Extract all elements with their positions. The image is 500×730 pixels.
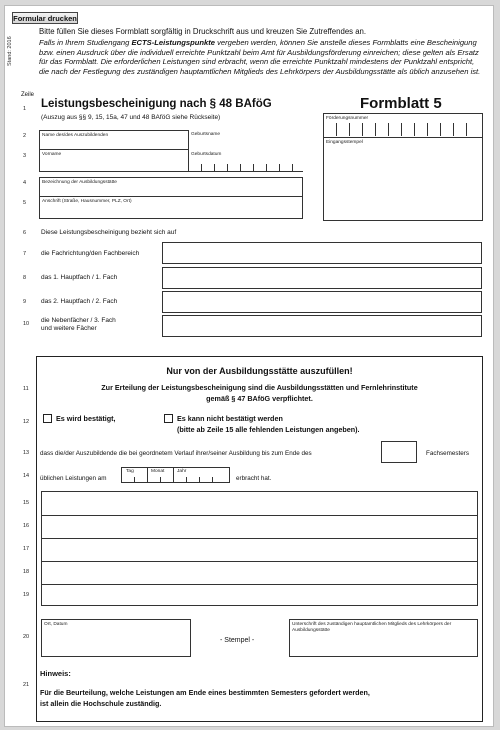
hinweis-text-line2: ist allein die Hochschule zuständig. (40, 699, 162, 708)
fachrichtung-input[interactable] (162, 242, 482, 264)
intro-paragraph: Falls in Ihrem Studiengang ECTS-Leistungspunkte vergeben werden, können Sie anstelle dieses Formblatts eine Bescheinigung bzw. einen Ausdruck über die individuell erreichte Punktzahl beim Amt für Ausbildungsförderung einreichen; diese gelten als Ersatz für das Formblatt. Die erforderlichen Leistungen sind erbracht, wenn die erreichte Punktzahl mindestens der Punktzahl entspricht, die nach der Festlegung des zuständigen hauptamtlichen Mitglieds des Lehrkörpers der Ausbildungsstätte als üblich anzusehen ist. (39, 38, 481, 76)
line14-text: üblichen Leistungen am (40, 475, 107, 482)
not-confirmed-label: Es kann nicht bestätigt werden (177, 414, 283, 423)
name-field-label: Name des/des Auszubildenden (42, 133, 109, 138)
not-confirmed-checkbox[interactable] (164, 414, 173, 423)
line-number: 8 (23, 275, 27, 281)
confirmed-label: Es wird bestätigt, (56, 414, 116, 423)
line-number: 1 (23, 106, 27, 112)
ort-datum-field[interactable] (41, 619, 191, 657)
hinweis-text-line1: Für die Beurteilung, welche Leistungen am Ende eines bestimmten Semesters gefordert werden, (40, 688, 370, 697)
print-form-button[interactable]: Formular drucken (13, 14, 77, 23)
line-number: 18 (23, 569, 30, 575)
line-number: 19 (23, 592, 30, 598)
anschrift-label: Anschrift (Straße, Hausnummer, PLZ, Ort) (42, 199, 132, 204)
hauptfach2-label: das 2. Hauptfach / 2. Fach (41, 298, 118, 305)
section6-intro: Diese Leistungsbescheinigung bezieht sich auf (41, 229, 177, 236)
hauptfach1-label: das 1. Hauptfach / 1. Fach (41, 274, 118, 281)
monat-label: Monat (151, 469, 165, 474)
line-number: 12 (23, 419, 30, 425)
line-number: 16 (23, 523, 30, 529)
line-number: 13 (23, 450, 30, 456)
unterschrift-label: Unterschrift des zuständigen hauptamtlichen Mitglieds des Lehrkörpers der Ausbildungsstätte (292, 622, 452, 633)
form-page (4, 5, 494, 727)
hauptfach2-input[interactable] (162, 291, 482, 313)
unterschrift-field[interactable] (289, 619, 478, 657)
institution-duty-line2: gemäß § 47 BAföG verpflichtet. (206, 394, 313, 403)
vorname-field-label: Vorname (42, 152, 62, 157)
line-number: 7 (23, 251, 27, 257)
table-row (42, 515, 477, 516)
line-number: 15 (23, 500, 30, 506)
table-row (42, 584, 477, 585)
institution-section (36, 356, 483, 722)
ort-datum-label: Ort, Datum (44, 622, 68, 627)
semester-input[interactable] (381, 441, 417, 463)
line-number: 14 (23, 473, 30, 479)
line-number: 21 (23, 682, 30, 688)
line-number: 3 (23, 153, 27, 159)
line-number: 17 (23, 546, 30, 552)
geburtsdatum-field[interactable] (188, 150, 303, 172)
line-number: 20 (23, 634, 30, 640)
foerderungsnummer-label: Förderungsnummer (326, 116, 369, 121)
line-number: 6 (23, 230, 27, 236)
ausbildungsstaette-field[interactable] (39, 177, 303, 197)
not-confirmed-note: (bitte ab Zeile 15 alle fehlenden Leistungen angeben). (177, 425, 360, 434)
erbracht-label: erbracht hat. (236, 475, 272, 482)
geburtsname-field[interactable] (188, 130, 303, 150)
fachsemesters-label: Fachsemesters (426, 450, 470, 457)
jahr-label: Jahr (177, 469, 187, 474)
formblatt-number: Formblatt 5 (360, 95, 442, 112)
geburtsname-field-label: Geburtsname (191, 132, 221, 137)
stempel-label: - Stempel - (220, 637, 255, 644)
stand-label: Stand: 2016 (7, 36, 13, 66)
institution-heading: Nur von der Ausbildungsstätte auszufüllen! (166, 366, 353, 376)
missing-leistungen-table[interactable] (41, 491, 478, 606)
form-subtitle: (Auszug aus §§ 9, 15, 15a, 47 und 48 BAföG siehe Rückseite) (41, 114, 221, 121)
table-row (42, 561, 477, 562)
line13-text: dass die/der Auszubildende die bei geordnetem Verlauf ihrer/seiner Ausbildung bis zum Ende des (40, 450, 312, 457)
nebenfaecher-label: die Nebenfächer / 3. Fach und weitere Fächer (41, 317, 116, 332)
hinweis-heading: Hinweis: (40, 669, 71, 678)
geburtsdatum-field-label: Geburtsdatum (191, 152, 222, 157)
zeile-label: Zeile (21, 92, 35, 98)
line-number: 5 (23, 200, 27, 206)
nebenfaecher-input[interactable] (162, 315, 482, 337)
line-number: 10 (23, 321, 30, 327)
table-row (42, 538, 477, 539)
line-number: 4 (23, 180, 27, 186)
anschrift-field[interactable] (39, 197, 303, 219)
hauptfach1-input[interactable] (162, 267, 482, 289)
fachrichtung-label: die Fachrichtung/den Fachbereich (41, 250, 140, 257)
form-title: Leistungsbescheinigung nach § 48 BAföG (41, 98, 272, 110)
eingangsstempel-label: Eingangsstempel (326, 140, 363, 145)
leistung-date-input[interactable] (121, 467, 230, 483)
foerderungsnummer-stempel-box[interactable] (323, 113, 483, 221)
tag-label: Tag (126, 469, 134, 474)
confirmed-checkbox[interactable] (43, 414, 52, 423)
line-number: 9 (23, 299, 27, 305)
line-number: 2 (23, 133, 27, 139)
ausbildungsstaette-label: Bezeichnung der Ausbildungsstätte (42, 180, 117, 185)
institution-duty-line1: Zur Erteilung der Leistungsbescheinigung sind die Ausbildungsstätten und Fernlehrinstitute (101, 383, 418, 392)
intro-line: Bitte füllen Sie dieses Formblatt sorgfältig in Druckschrift aus und kreuzen Sie Zutreffendes an. (39, 27, 367, 36)
line-number: 11 (23, 386, 29, 392)
